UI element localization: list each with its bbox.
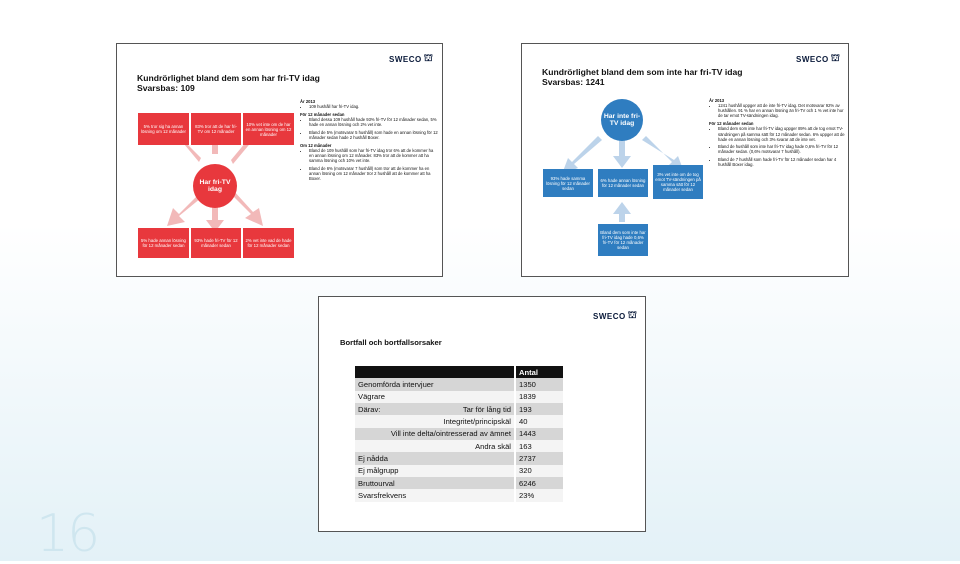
slide-dropout-table: [318, 296, 646, 532]
slide-subtitle: Svarsbas: 1241: [542, 77, 605, 87]
table-row: Vägrare 1839: [355, 391, 563, 403]
arrow-from-bottom: [613, 202, 631, 222]
table-row: Integritet/principskäl 40: [355, 415, 563, 427]
forecast-box-same: 83% tror att de har fri-TV om 12 månader: [191, 113, 241, 145]
table-row: Ej målgrupp 320: [355, 465, 563, 477]
slide-notes: År 2013 • 109 hushåll har fri-TV idag. För 12 månader sedan • Bland dessa 109 hushåll hade 93% fri-TV för 12 månader sedan, 5% hade en annan lösning och 2% vet inte. • Bland de 5% (motsvarar 5 hushåll) som hade en annan lösning för 12 månader sedan hade 2 hushåll Boxer. Om 12 månader • Bland de 109 hushåll som har fri-TV idag tror 6% att de kommer ha en annan lösning om 12 månader. 83% tror att de kommer att ha samma lösning och 10% vet inte. • Bland de 6% (motsvarar 7 hushåll) som tror att de kommer ha en annan lösning om 12 månader tror 2 hushåll att de kommer att ha Boxer.: [300, 99, 438, 184]
table-row: Genomförda intervjuer 1350: [355, 378, 563, 390]
page-number: 16: [36, 504, 99, 564]
sweco-logo: SWECO ⛫: [593, 310, 637, 321]
slide-free-tv-holders: [116, 43, 443, 277]
sweco-logo: SWECO ⛫: [389, 53, 433, 64]
slide-notes: År 2013 • 1241 hushåll uppger att de inte fri-TV idag. Det motsvarar 92% av hushållen. 91 % har en annan lösning än fri-TV och 1 % vet inte hur de tar emot TV-sändningen idag. För 12 månader sedan • Bland dem som inte har fri-TV idag uppger 89% att de tog emot TV-sändningen på samma sätt för 12 månader sedan. 6% uppger att de hade en annan lösning och 3% svarar att de inte vet. • Bland de hushåll som inte har fri-TV idag hade 0,6% fri-TV för 12 månader sedan. (0,6% motsvarar 7 hushåll). • Bland de 7 hushåll som hade fri-TV för 12 månader sedan har 4 hushåll Boxer idag.: [709, 98, 845, 170]
slide-title: Bortfall och bortfallsorsaker: [340, 338, 442, 347]
history-box-other: 6% hade annan lösning för 12 månader sedan: [598, 169, 648, 197]
sweco-logo-icon: ⛫: [830, 53, 840, 64]
forecast-box-unknown: 10% vet inte om de har en annan lösning om 12 månader: [243, 113, 294, 145]
table-row: Svarsfrekvens 23%: [355, 489, 563, 501]
history-box-unknown: 3% vet inte om de tog emot TV-sändningen på samma sätt för 12 månader sedan: [653, 165, 703, 199]
slide-subtitle: Svarsbas: 109: [137, 83, 195, 93]
center-circle: Har fri-TV idag: [193, 164, 237, 208]
table-header-label: [355, 366, 515, 378]
sweco-logo: SWECO ⛫: [796, 53, 840, 64]
center-circle: Har inte fri-TV idag: [601, 99, 643, 141]
slide-title: Kundrörlighet bland dem som inte har fri-TV idag Svarsbas: 1241: [542, 67, 743, 87]
arrow-to-box-middle: [613, 140, 631, 168]
table-header-count: Antal: [515, 366, 563, 378]
slide-title: Kundrörlighet bland dem som har fri-TV idag Svarsbas: 109: [137, 73, 320, 93]
table-row: Bruttourval 6246: [355, 477, 563, 489]
table-header-row: [355, 366, 563, 378]
history-box-same: 93% hade fri-TV för 12 månader sedan: [191, 228, 241, 258]
history-box-free-tv: Bland dem som inte har fri-TV idag hade 0,6% fri-TV för 12 månader sedan: [598, 224, 648, 256]
sweco-logo-icon: ⛫: [423, 53, 433, 64]
slide-non-free-tv-holders: [521, 43, 849, 277]
sweco-logo-icon: ⛫: [627, 310, 637, 321]
table-row: Andra skäl 163: [355, 440, 563, 452]
arrow-down-left: [167, 194, 201, 226]
forecast-box-other: 5% tror sig ha annan lösning om 12 månader: [138, 113, 189, 145]
table-row: Vill inte delta/ointresserad av ämnet 1443: [355, 428, 563, 440]
history-box-other: 5% hade annan lösning för 12 månader sedan: [138, 228, 189, 258]
dropout-table: [355, 366, 563, 502]
table-row: Ej nådda 2737: [355, 452, 563, 464]
history-box-unknown: 2% vet inte vad de hade för 12 månader sedan: [243, 228, 294, 258]
table-row: Därav: Tar för lång tid 193: [355, 403, 563, 415]
history-box-same: 93% hade samma lösning för 12 månader sedan: [543, 169, 593, 197]
arrow-down-right: [231, 190, 263, 226]
